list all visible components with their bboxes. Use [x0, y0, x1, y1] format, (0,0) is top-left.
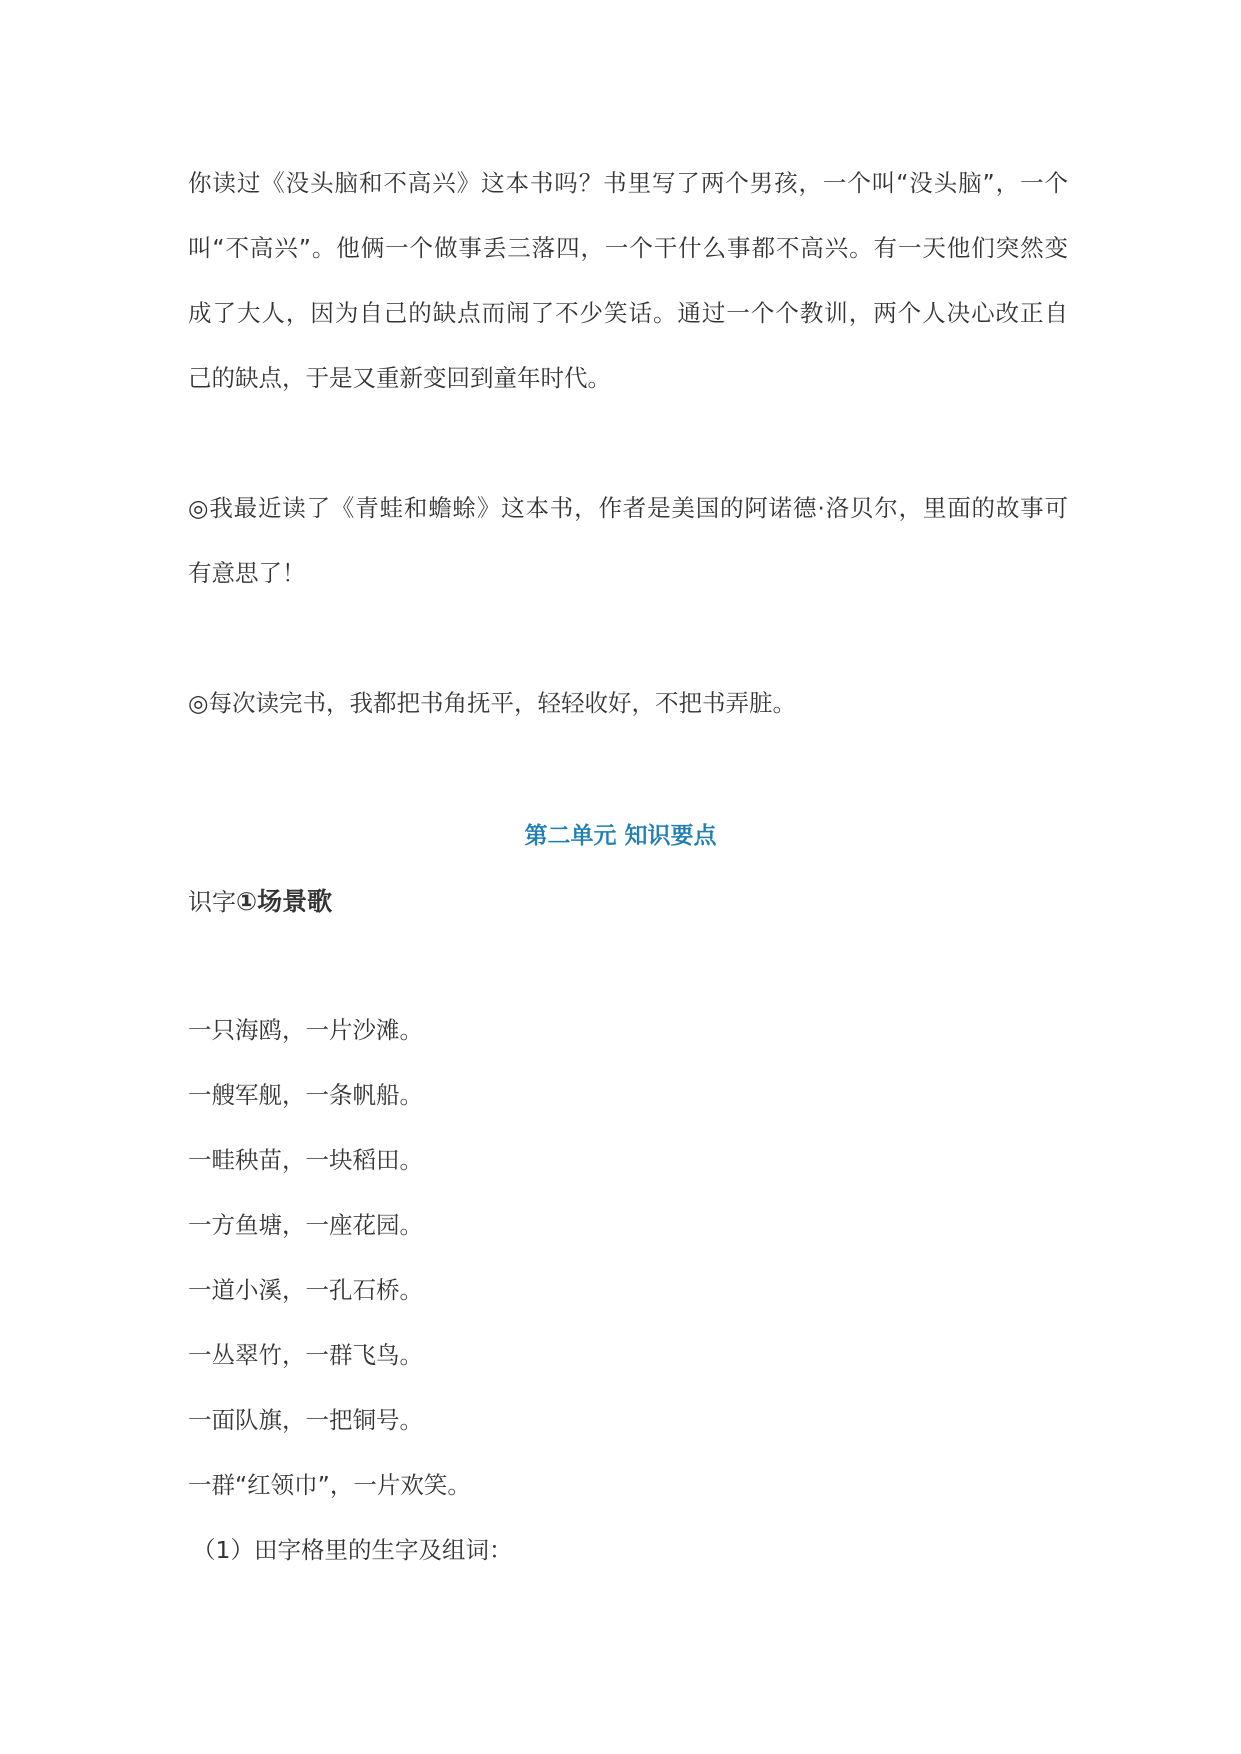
poem-line-8: 一群“红领巾”，一片欢笑。: [188, 1471, 471, 1499]
note2-line: ◎每次读完书，我都把书角抚平，轻轻收好，不把书弄脏。: [188, 689, 797, 717]
poem-line-6: 一丛翠竹，一群飞鸟。: [188, 1341, 423, 1369]
exercise-prompt: （1）田字格里的生字及组词：: [192, 1536, 513, 1564]
poem-line-5: 一道小溪，一孔石桥。: [188, 1276, 423, 1304]
intro-line-1: 你读过《没头脑和不高兴》这本书吗？书里写了两个男孩，一个叫“没头脑”，一个: [188, 169, 1068, 197]
poem-line-7: 一面队旗，一把铜号。: [188, 1406, 423, 1434]
intro-line-4: 己的缺点，于是又重新变回到童年时代。: [188, 364, 611, 392]
unit-heading: 第二单元 知识要点: [524, 823, 717, 849]
poem-line-2: 一艘军舰，一条帆船。: [188, 1081, 423, 1109]
lesson-number: ①: [236, 887, 258, 916]
lesson-title: [188, 884, 332, 920]
poem-line-1: 一只海鸥，一片沙滩。: [188, 1016, 423, 1044]
intro-line-2: 叫“不高兴”。他俩一个做事丢三落四，一个干什么事都不高兴。有一天他们突然变: [188, 234, 1068, 262]
poem-line-3: 一畦秧苗，一块稻田。: [188, 1146, 423, 1174]
lesson-name: 场景歌: [257, 887, 333, 916]
note1-line-1: ◎我最近读了《青蛙和蟾蜍》这本书，作者是美国的阿诺德·洛贝尔，里面的故事可: [188, 494, 1068, 522]
poem-line-4: 一方鱼塘，一座花园。: [188, 1211, 423, 1239]
note1-line-2: 有意思了！: [188, 559, 306, 587]
lesson-prefix: 识字: [188, 888, 236, 916]
intro-line-3: 成了大人，因为自己的缺点而闹了不少笑话。通过一个个教训，两个人决心改正自: [188, 299, 1068, 327]
